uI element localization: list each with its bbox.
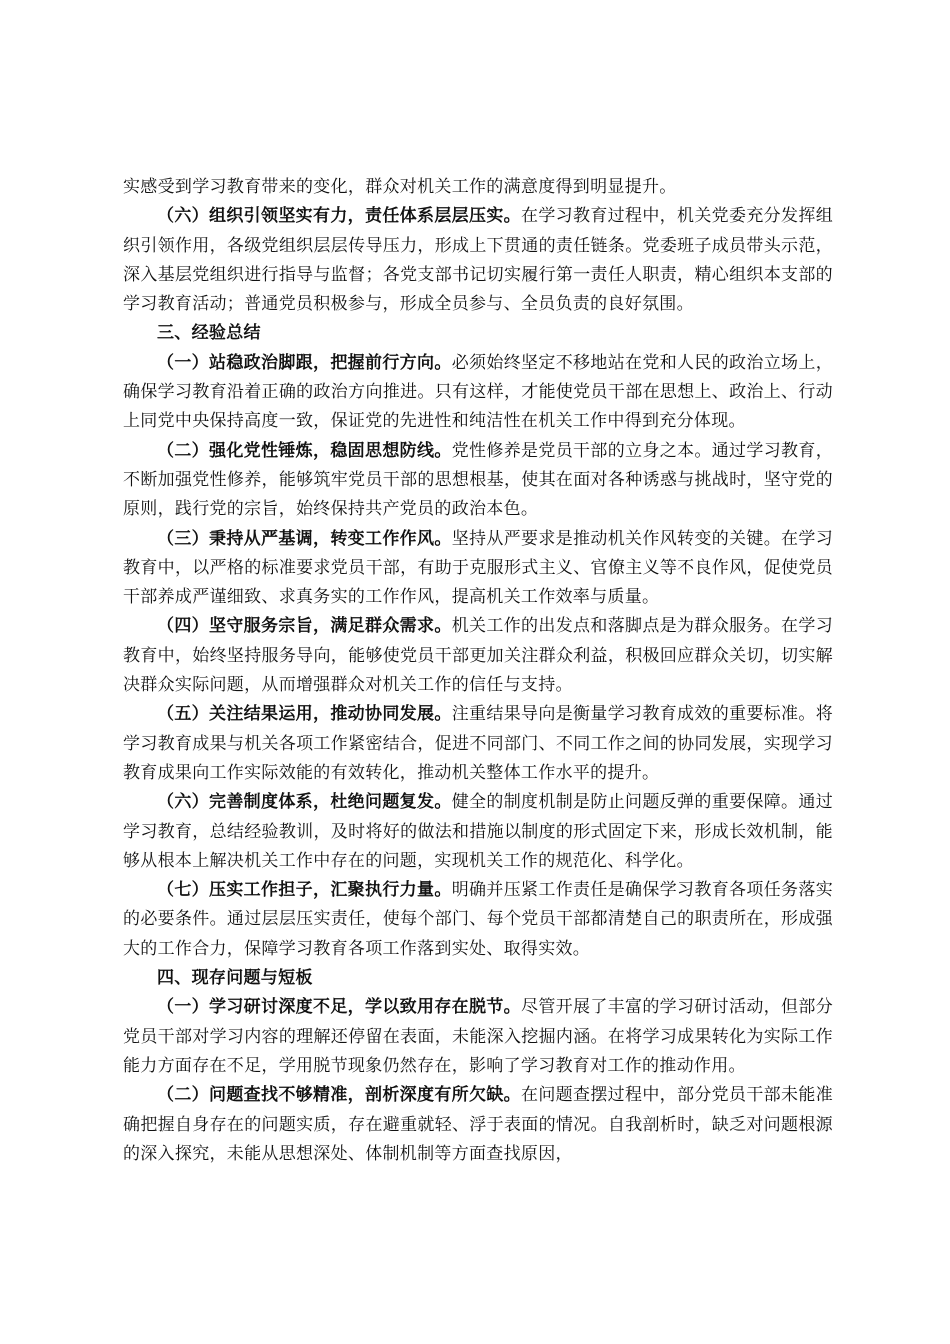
paragraph-lead: （二）问题查找不够精准，剖析深度有所欠缺。: [157, 1085, 522, 1106]
paragraph-lead: （七）压实工作担子，汇聚执行力量。: [157, 880, 452, 901]
paragraph-lead: （六）组织引领坚实有力，责任体系层层压实。: [157, 206, 522, 227]
paragraph-text: 在问题查摆过程中，部分党员干部未能准确把握自身存在的问题实质，存在避重就轻、浮于表面的情况。自我剖析时，缺乏对问题根源的深入探究，未能从思想深处、体制机制等方面查找原因，: [123, 1085, 833, 1164]
paragraph-lead: （五）关注结果运用，推动协同发展。: [157, 704, 452, 725]
paragraph-strict-style: [123, 525, 833, 613]
paragraph-lead: （六）完善制度体系，杜绝问题复发。: [157, 792, 452, 813]
paragraph-org-leadership: [123, 202, 833, 319]
paragraph-text: 尽管开展了丰富的学习研讨活动，但部分党员干部对学习内容的理解还停留在表面，未能深入挖掘内涵。在将学习成果转化为实际工作能力方面存在不足，学用脱节现象仍然存在，影响了学习教育对工作的推动作用。: [123, 997, 833, 1076]
section-heading-problems: 四、现存问题与短板: [157, 968, 313, 989]
paragraph-responsibility: [123, 876, 833, 964]
paragraph-text: 党性修养是党员干部的立身之本。通过学习教育，不断加强党性修养，能够筑牢党员干部的思想根基，使其在面对各种诱惑与挑战时，坚守党的原则，践行党的宗旨，始终保持共产党员的政治本色。: [123, 440, 833, 520]
paragraph-study-depth: [123, 993, 833, 1081]
paragraph-text: 明确并压紧工作责任是确保学习教育各项任务落实的必要条件。通过层层压实责任，使每个部门、每个党员干部都清楚自己的职责所在，形成强大的工作合力，保障学习教育各项工作落到实处、取得实效。: [123, 880, 833, 959]
paragraph-service: [123, 612, 833, 700]
paragraph-text: 健全的制度机制是防止问题反弹的重要保障。通过学习教育，总结经验教训，及时将好的做法和措施以制度的形式固定下来，形成长效机制，能够从根本上解决机关工作中存在的问题，实现机关工作的规范化、科学化。: [123, 792, 833, 871]
paragraph-lead: （一）学习研讨深度不足，学以致用存在脱节。: [157, 997, 522, 1018]
paragraph-results: [123, 700, 833, 788]
paragraph-lead: （四）坚守服务宗旨，满足群众需求。: [157, 616, 452, 637]
paragraph-continued: [123, 173, 833, 202]
paragraph-system: [123, 788, 833, 876]
paragraph-text: 必须始终坚定不移地站在党和人民的政治立场上，确保学习教育沿着正确的政治方向推进。只有这样，才能使党员干部在思想上、政治上、行动上同党中央保持高度一致，保证党的先进性和纯洁性在机关工作中得到充分体现。: [123, 352, 833, 432]
paragraph-problem-finding: [123, 1081, 833, 1169]
paragraph-lead: （一）站稳政治脚跟，把握前行方向。: [157, 352, 452, 373]
document-body: [123, 173, 833, 1169]
section-heading-experience: 三、经验总结: [157, 323, 261, 344]
paragraph-lead: （三）秉持从严基调，转变工作作风。: [157, 528, 452, 549]
paragraph-text: 实感受到学习教育带来的变化，群众对机关工作的满意度得到明显提升。: [123, 177, 677, 197]
paragraph-text: 注重结果导向是衡量学习教育成效的重要标准。将学习教育成果与机关各项工作紧密结合，促进不同部门、不同工作之间的协同发展，实现学习教育成果向工作实际效能的有效转化，推动机关整体工作水平的提升。: [123, 704, 833, 783]
paragraph-text: 机关工作的出发点和落脚点是为群众服务。在学习教育中，始终坚持服务导向，能够使党员干部更加关注群众利益，积极回应群众关切，切实解决群众实际问题，从而增强群众对机关工作的信任与支持。: [123, 616, 833, 696]
paragraph-text: 在学习教育过程中，机关党委充分发挥组织引领作用，各级党组织层层传导压力，形成上下贯通的责任链条。党委班子成员带头示范，深入基层党组织进行指导与监督；各党支部书记切实履行第一责任人职责，精心组织本支部的学习教育活动；普通党员积极参与，形成全员参与、全员负责的良好氛围。: [123, 206, 833, 315]
paragraph-party-spirit: [123, 437, 833, 525]
paragraph-lead: （二）强化党性锤炼，稳固思想防线。: [157, 440, 452, 461]
paragraph-political-stance: [123, 349, 833, 437]
paragraph-text: 坚持从严要求是推动机关作风转变的关键。在学习教育中，以严格的标准要求党员干部，有助于克服形式主义、官僚主义等不良作风，促使党员干部养成严谨细致、求真务实的工作作风，提高机关工作效率与质量。: [123, 528, 833, 608]
